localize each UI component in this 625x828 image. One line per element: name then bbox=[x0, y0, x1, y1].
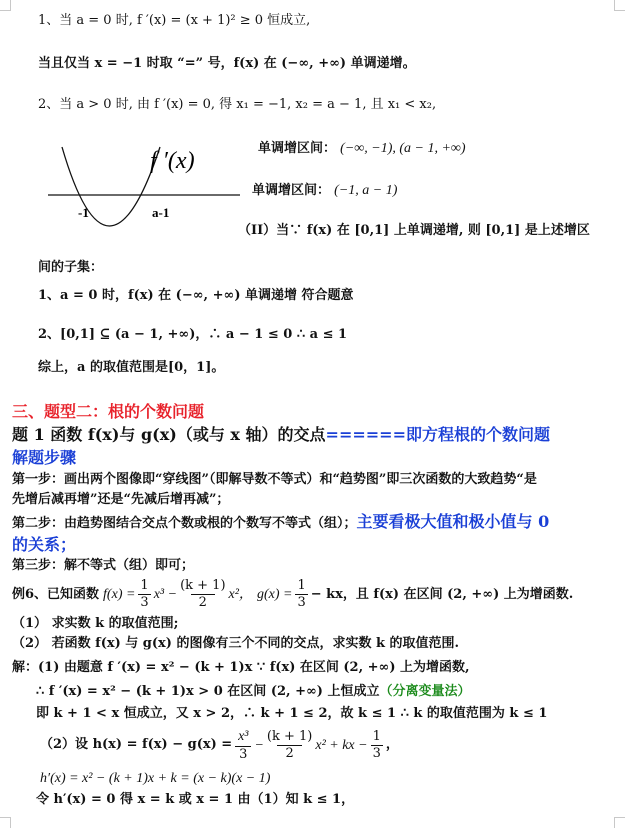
h-end: ， bbox=[385, 737, 399, 753]
case1-line: 1、当 a = 0 时, f ′(x) = (x + 1)² ≥ 0 恒成立, bbox=[38, 13, 311, 28]
h-frac2-den: 2 bbox=[277, 745, 301, 762]
f-frac2-den: 2 bbox=[191, 594, 215, 611]
separation-method-note: （分离变量法） bbox=[379, 684, 471, 699]
part2-line2: 间的子集： bbox=[38, 260, 104, 275]
step2-prefix: 第二步：由趋势图结合交点个数或根的个数写不等式（组）； bbox=[12, 516, 357, 531]
part2-case2: 2、[0,1] ⊆ (a − 1, +∞)，∴ a − 1 ≤ 0 ∴ a ≤ 1 bbox=[38, 327, 348, 342]
step2-blue-part2: 的关系； bbox=[12, 535, 77, 554]
step3-line: 第三步：解不等式（组）即可； bbox=[12, 558, 195, 573]
h-frac2 bbox=[267, 729, 312, 763]
f-end: x²， bbox=[228, 587, 253, 602]
corner-mark-top-left bbox=[0, 0, 11, 11]
g-def-lhs: g(x) = bbox=[256, 587, 293, 602]
conclusion: 综上，a 的取值范围是[0，1]。 bbox=[38, 360, 225, 375]
case2-line: 2、当 a > 0 时, 由 f ′(x) = 0, 得 x₁ = −1, x₂ = a − 1, 且 x₁ < x₂, bbox=[38, 97, 437, 112]
f-frac1-num: 1 bbox=[140, 578, 149, 593]
corner-mark-bottom-left bbox=[0, 817, 11, 828]
question1-line bbox=[12, 425, 550, 445]
g-frac-den: 3 bbox=[297, 595, 306, 611]
question-part2: （2） 若函数 f(x) 与 g(x) 的图像有三个不同的交点，求实数 k 的取值范围. bbox=[12, 636, 460, 651]
h-frac3-den: 3 bbox=[372, 745, 381, 761]
question1-prefix: 题 1 函数 f(x)与 g(x)（或与 x 轴）的交点 bbox=[12, 425, 326, 444]
section3-heading: 三、题型二：根的个数问题 bbox=[12, 402, 205, 421]
step2-blue-part1: 主要看极大值和极小值与 0 bbox=[356, 512, 550, 531]
increasing-label: 单调增区间： bbox=[258, 141, 337, 156]
corner-mark-top-right bbox=[614, 0, 625, 11]
h-frac3 bbox=[371, 729, 383, 763]
case1-equality-line: 当且仅当 x = −1 时取 “=” 号，f(x) 在 (−∞, +∞) 单调递增。 bbox=[38, 56, 416, 71]
solution-line5: h′(x) = x² − (k + 1)x + k = (x − k)(x − 1) bbox=[40, 771, 271, 786]
step1-line1: 第一步：画出两个图像即“穿线图”（即解导数不等式）和“趋势图”即三次函数的大致趋势“是 bbox=[12, 472, 537, 487]
h-frac3-num: 1 bbox=[372, 728, 381, 744]
graph-parabola bbox=[62, 147, 160, 226]
f-mid: x³ − bbox=[153, 587, 178, 602]
part2-line1: （II）当∵ f(x) 在 [0,1] 上单调递增, 则 [0,1] 是上述增区 bbox=[238, 223, 590, 238]
graph-label-minus1: -1 bbox=[78, 205, 89, 220]
question-part1: （1） 求实数 k 的取值范围; bbox=[12, 616, 179, 631]
h-mid: − bbox=[254, 737, 264, 753]
h-frac1 bbox=[235, 728, 251, 763]
decreasing-interval bbox=[252, 182, 397, 200]
question1-suffix: ======即方程根的个数问题 bbox=[325, 425, 550, 444]
f-def-lhs: f(x) = bbox=[103, 587, 136, 602]
solution-line3: 即 k + 1 < x 恒成立，又 x > 2，∴ k + 1 ≤ 2，故 k ≤ 1 ∴ k 的取值范围为 k ≤ 1 bbox=[36, 706, 548, 721]
g-frac-num: 1 bbox=[297, 578, 306, 593]
f-frac1-den: 3 bbox=[140, 595, 149, 611]
h-frac1-num: x³ bbox=[238, 729, 249, 744]
example6-statement bbox=[12, 578, 573, 612]
step1-line2: 先增后减再增”还是“先减后增再减”； bbox=[12, 492, 230, 507]
derivative-graph bbox=[48, 135, 248, 260]
step2-line bbox=[12, 512, 549, 532]
steps-title: 解题步骤 bbox=[12, 448, 77, 467]
f-frac1 bbox=[138, 578, 150, 612]
f-frac2 bbox=[180, 578, 225, 612]
solution-line6: 令 h′(x) = 0 得 x = k 或 x = 1 由（1）知 k ≤ 1， bbox=[36, 792, 355, 807]
h-mid2: x² + kx − bbox=[315, 737, 368, 753]
solution-line2 bbox=[36, 684, 470, 700]
decreasing-label: 单调增区间： bbox=[252, 183, 331, 198]
h-frac1-den: 3 bbox=[235, 746, 251, 763]
solution-line1: 解：(1) 由题意 f ′(x) = x² − (k + 1)x ∵ f(x) 在区间 (2, +∞) 上为增函数, bbox=[12, 660, 470, 675]
solution-line4 bbox=[40, 728, 399, 763]
part2-case1: 1、a = 0 时，f(x) 在 (−∞, +∞) 单调递增 符合题意 bbox=[38, 288, 354, 303]
decreasing-value: (−1, a − 1) bbox=[334, 183, 398, 198]
corner-mark-bottom-right bbox=[614, 817, 625, 828]
graph-label-fx: f ′(x) bbox=[150, 148, 195, 174]
graph-label-a-minus-1: a-1 bbox=[152, 205, 170, 220]
h-frac2-num: (k + 1) bbox=[266, 728, 313, 744]
f-frac2-num: (k + 1) bbox=[180, 578, 226, 593]
h-def-lhs: （2）设 h(x) = f(x) − g(x) = bbox=[40, 737, 233, 753]
increasing-interval bbox=[258, 140, 466, 158]
g-end: − kx，且 f(x) 在区间 (2, +∞) 上为增函数. bbox=[310, 586, 574, 602]
example6-intro: 例6、已知函数 bbox=[12, 586, 100, 602]
increasing-value: (−∞, −1), (a − 1, +∞) bbox=[340, 141, 466, 156]
g-frac bbox=[295, 578, 307, 612]
solution-line2-main: ∴ f ′(x) = x² − (k + 1)x > 0 在区间 (2, +∞) 上恒成立 bbox=[36, 684, 380, 699]
